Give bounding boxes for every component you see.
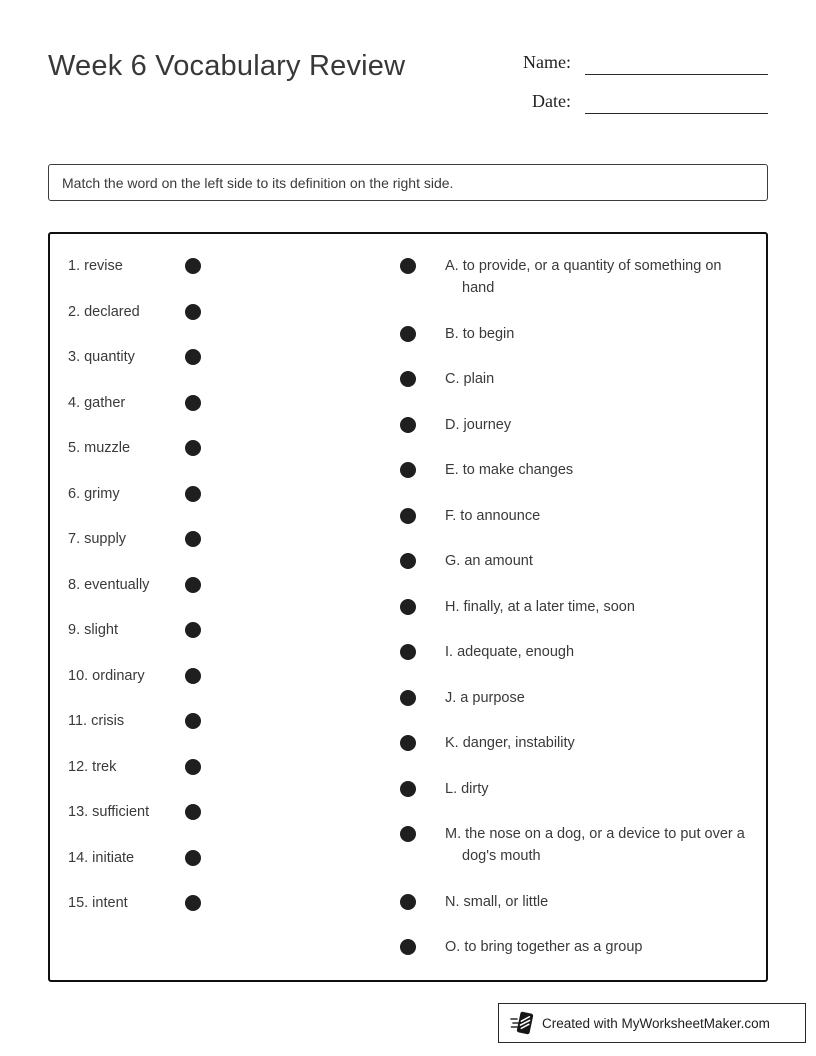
definition-label: E. to make changes [445, 462, 574, 478]
match-dot-definition[interactable] [400, 939, 416, 955]
definition-label: J. a purpose [445, 689, 525, 706]
definition-label: F. to announce [445, 507, 541, 524]
definition-item [400, 459, 753, 481]
match-dot-definition[interactable] [400, 781, 416, 797]
name-input-line[interactable] [585, 50, 768, 75]
match-dot-definition[interactable] [400, 826, 416, 842]
match-dot-word[interactable] [185, 440, 201, 456]
match-dot-definition[interactable] [400, 326, 416, 342]
word-item [68, 756, 201, 778]
definition-label: O. to bring together as a group [445, 939, 643, 955]
definition-item [400, 414, 753, 436]
definition-item [400, 255, 753, 299]
definition-item [400, 823, 753, 867]
match-dot-word[interactable] [185, 258, 201, 274]
definition-label: C. plain [445, 371, 495, 387]
word-item [68, 801, 201, 823]
definition-item [400, 687, 753, 709]
word-item [68, 574, 201, 596]
definition-item [400, 505, 753, 527]
word-label: 10. ordinary [68, 667, 145, 684]
match-dot-definition[interactable] [400, 553, 416, 569]
match-dot-word[interactable] [185, 349, 201, 365]
definition-label: B. to begin [445, 325, 515, 342]
instructions-box [48, 164, 768, 201]
definition-item [400, 641, 753, 663]
match-dot-word[interactable] [185, 668, 201, 684]
definition-item [400, 368, 753, 390]
word-item [68, 392, 201, 414]
match-dot-definition[interactable] [400, 462, 416, 478]
match-dot-word[interactable] [185, 486, 201, 502]
word-label: 9. slight [68, 622, 118, 638]
match-dot-definition[interactable] [400, 258, 416, 274]
footer-credit-box [498, 1003, 806, 1043]
word-item [68, 346, 201, 368]
word-label: 6. grimy [68, 485, 120, 502]
match-dot-word[interactable] [185, 531, 201, 547]
word-label: 1. revise [68, 258, 123, 274]
footer-credit-text: Created with MyWorksheetMaker.com [542, 1015, 770, 1031]
definition-item [400, 323, 753, 345]
word-label: 11. crisis [68, 713, 125, 729]
word-label: 3. quantity [68, 349, 135, 365]
word-label: 5. muzzle [68, 440, 131, 456]
match-dot-word[interactable] [185, 622, 201, 638]
instructions-text: Match the word on the left side to its definition on the right side. [62, 174, 454, 191]
word-item [68, 847, 201, 869]
match-dot-word[interactable] [185, 804, 201, 820]
name-label: Name: [523, 52, 571, 72]
match-dot-word[interactable] [185, 577, 201, 593]
matching-box [48, 232, 768, 982]
definition-label: G. an amount [445, 553, 533, 569]
definition-label: A. to provide, or a quantity of something on hand [445, 258, 722, 296]
match-dot-word[interactable] [185, 759, 201, 775]
match-dot-definition[interactable] [400, 371, 416, 387]
definition-label: H. finally, at a later time, soon [445, 598, 635, 615]
word-item [68, 483, 201, 505]
word-label: 4. gather [68, 394, 126, 411]
definition-label: I. adequate, enough [445, 644, 575, 660]
definitions-column [400, 234, 753, 958]
name-date-block [523, 50, 768, 114]
match-dot-definition[interactable] [400, 417, 416, 433]
definition-label: D. journey [445, 416, 512, 433]
word-item [68, 528, 201, 550]
match-dot-word[interactable] [185, 304, 201, 320]
word-label: 7. supply [68, 531, 127, 547]
word-item [68, 710, 201, 732]
worksheet-maker-logo-icon [510, 1010, 534, 1037]
page-title: Week 6 Vocabulary Review [48, 50, 406, 82]
match-dot-definition[interactable] [400, 599, 416, 615]
date-label: Date: [532, 91, 571, 111]
match-dot-word[interactable] [185, 713, 201, 729]
match-dot-word[interactable] [185, 895, 201, 911]
word-label: 13. sufficient [68, 804, 150, 820]
word-item [68, 437, 201, 459]
match-dot-definition[interactable] [400, 690, 416, 706]
definition-item [400, 596, 753, 618]
word-label: 14. initiate [68, 849, 135, 866]
date-input-line[interactable] [585, 89, 768, 114]
word-label: 2. declared [68, 303, 140, 320]
match-dot-definition[interactable] [400, 894, 416, 910]
definition-label: K. danger, instability [445, 735, 575, 751]
match-dot-definition[interactable] [400, 508, 416, 524]
definition-item [400, 550, 753, 572]
definition-label: N. small, or little [445, 893, 549, 910]
match-dot-word[interactable] [185, 395, 201, 411]
word-item [68, 619, 201, 641]
word-item [68, 255, 201, 277]
words-column [68, 234, 201, 914]
definition-label: L. dirty [445, 780, 489, 797]
word-item [68, 665, 201, 687]
definition-item [400, 936, 753, 958]
definition-label: M. the nose on a dog, or a device to put over a dog's mouth [445, 826, 745, 864]
match-dot-definition[interactable] [400, 644, 416, 660]
definition-item [400, 778, 753, 800]
match-dot-word[interactable] [185, 850, 201, 866]
word-label: 12. trek [68, 758, 117, 775]
word-item [68, 892, 201, 914]
word-item [68, 301, 201, 323]
definition-item [400, 891, 753, 913]
match-dot-definition[interactable] [400, 735, 416, 751]
word-label: 15. intent [68, 895, 128, 911]
definition-item [400, 732, 753, 754]
word-label: 8. eventually [68, 576, 150, 593]
